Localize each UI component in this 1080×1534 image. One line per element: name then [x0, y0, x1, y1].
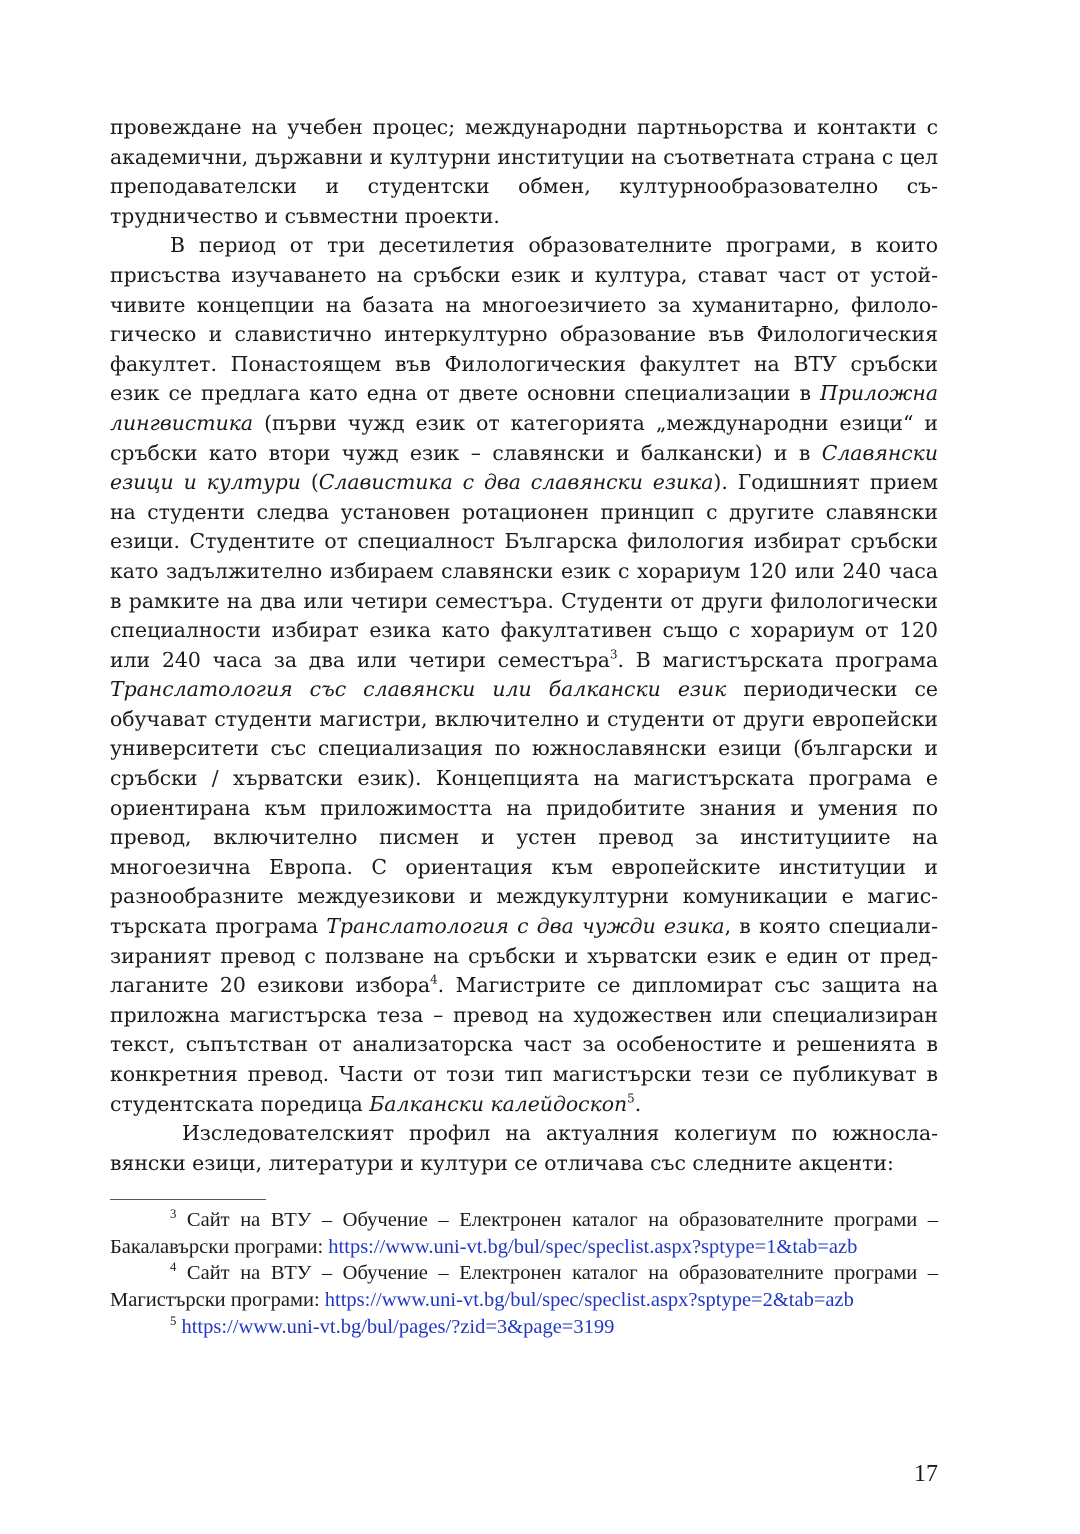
text-run: периодически се обучават студенти магистри, включително и студенти от други европейски университети със специализация по южнославянски езици (български и сръбски / хърватски език). Концепцията на магистърската програма е ориентирана към приложимостта на придобитите знания и умения по превод, включително писмен и устен превод за институциите на многоезична Европа. С ориентация към европейските институции и разнообразните междуезикови и междукултурни комуникации е магистърската програма: [110, 677, 938, 939]
footnote-text: Сайт на ВТУ – Обучение – Електронен каталог на образователните програми – Магистърски програми:: [110, 1262, 938, 1312]
italic-title: Балкански калейдоскоп: [369, 1091, 628, 1116]
footnote-link[interactable]: https://www.uni-vt.bg/bul/spec/speclist.aspx?sptype=1&tab=azb: [328, 1235, 858, 1258]
footnote-ref-3[interactable]: 3: [609, 647, 618, 662]
text-run: В период от три десетилетия образователните програми, в които присъства изучаването на сръбски език и култура, стават част от устойчивите концепции на базата на многоезичието за хуманитарно, филологическо и славистично интеркултурно образование във Филологическия факултет. Понастоящем във Филологическия факултет на ВТУ сръбски език се предлага като една от двете основни специализации в: [110, 233, 938, 406]
paragraph-3: [110, 1119, 938, 1178]
footnote-number: 3: [170, 1206, 177, 1221]
italic-title: Приложна лингвистика: [110, 381, 938, 435]
footnotes: [110, 1207, 938, 1341]
footnote-ref-5[interactable]: 5: [627, 1091, 635, 1106]
footnote-number: 5: [170, 1313, 177, 1328]
italic-title: Славянски езици и култури: [110, 440, 938, 495]
text-run: . В магистърската програма: [617, 647, 939, 672]
paragraph-1: [110, 113, 938, 231]
footnote-text: Сайт на ВТУ – Обучение – Електронен каталог на образователните програми – Бакалавърски програми:: [110, 1209, 938, 1258]
italic-title: Славистика с два славянски езика: [318, 470, 714, 495]
footnote-separator: [110, 1199, 266, 1200]
footnote-4: [110, 1260, 938, 1313]
page-number: 17: [914, 1461, 938, 1487]
footnote-3: [110, 1207, 938, 1260]
text-run: ). Годишният прием на студенти следва установен ротационен принцип с другите славянски езици. Студентите от специалност Българска филология избират сръбски като задължително избираем славянски език с хорариум 120 или 240 часа в рамките на два или четири семестъра. Студенти от други филологически специалности избират езика като факултативен също с хорариум от 120 или 240 часа за два или четири семестъра: [110, 470, 938, 672]
text-run: .: [634, 1091, 642, 1116]
text-run: (първи чужд език от категорията „международни езици“ и сръбски като втори чужд език – славянски и балкански) и в: [110, 410, 938, 465]
text-run: Изследователският профил на актуалния колегиум по южнославянски езици, литератури и култури се отличава със следните акценти:: [110, 1121, 938, 1175]
italic-title: Транслатология със славянски или балкански език: [110, 677, 727, 702]
footnote-link[interactable]: https://www.uni-vt.bg/bul/pages/?zid=3&page=3199: [181, 1315, 615, 1338]
text-run: . Магистрите се дипломират със защита на приложна магистърска теза – превод на художествен или специализиран текст, съпътстван от анализаторска част за особеностите и решенията в конкретния превод. Части от този тип магистърски тези се публикуват в студентската поредица: [110, 973, 938, 1116]
main-text: [110, 113, 938, 1178]
paragraph-2: [110, 231, 938, 1119]
italic-title: Транслатология с два чужди езика: [326, 914, 725, 939]
text-run: провеждане на учебен процес; международни партньорства и контакти с академични, държавни и културни институции на съответната страна с цел преподавателски и студентски обмен, културнообразователно сътрудничество и съвместни проекти.: [110, 115, 938, 228]
footnote-ref-4[interactable]: 4: [430, 972, 438, 987]
footnote-link[interactable]: https://www.uni-vt.bg/bul/spec/speclist.aspx?sptype=2&tab=azb: [324, 1289, 854, 1312]
text-run: (: [300, 470, 319, 495]
footnote-5: [110, 1314, 938, 1341]
footnote-number: 4: [170, 1260, 177, 1275]
text-run: , в която специализираният превод с ползване на сръбски и хърватски език е един от предлаганите 20 езикови избора: [110, 914, 938, 998]
